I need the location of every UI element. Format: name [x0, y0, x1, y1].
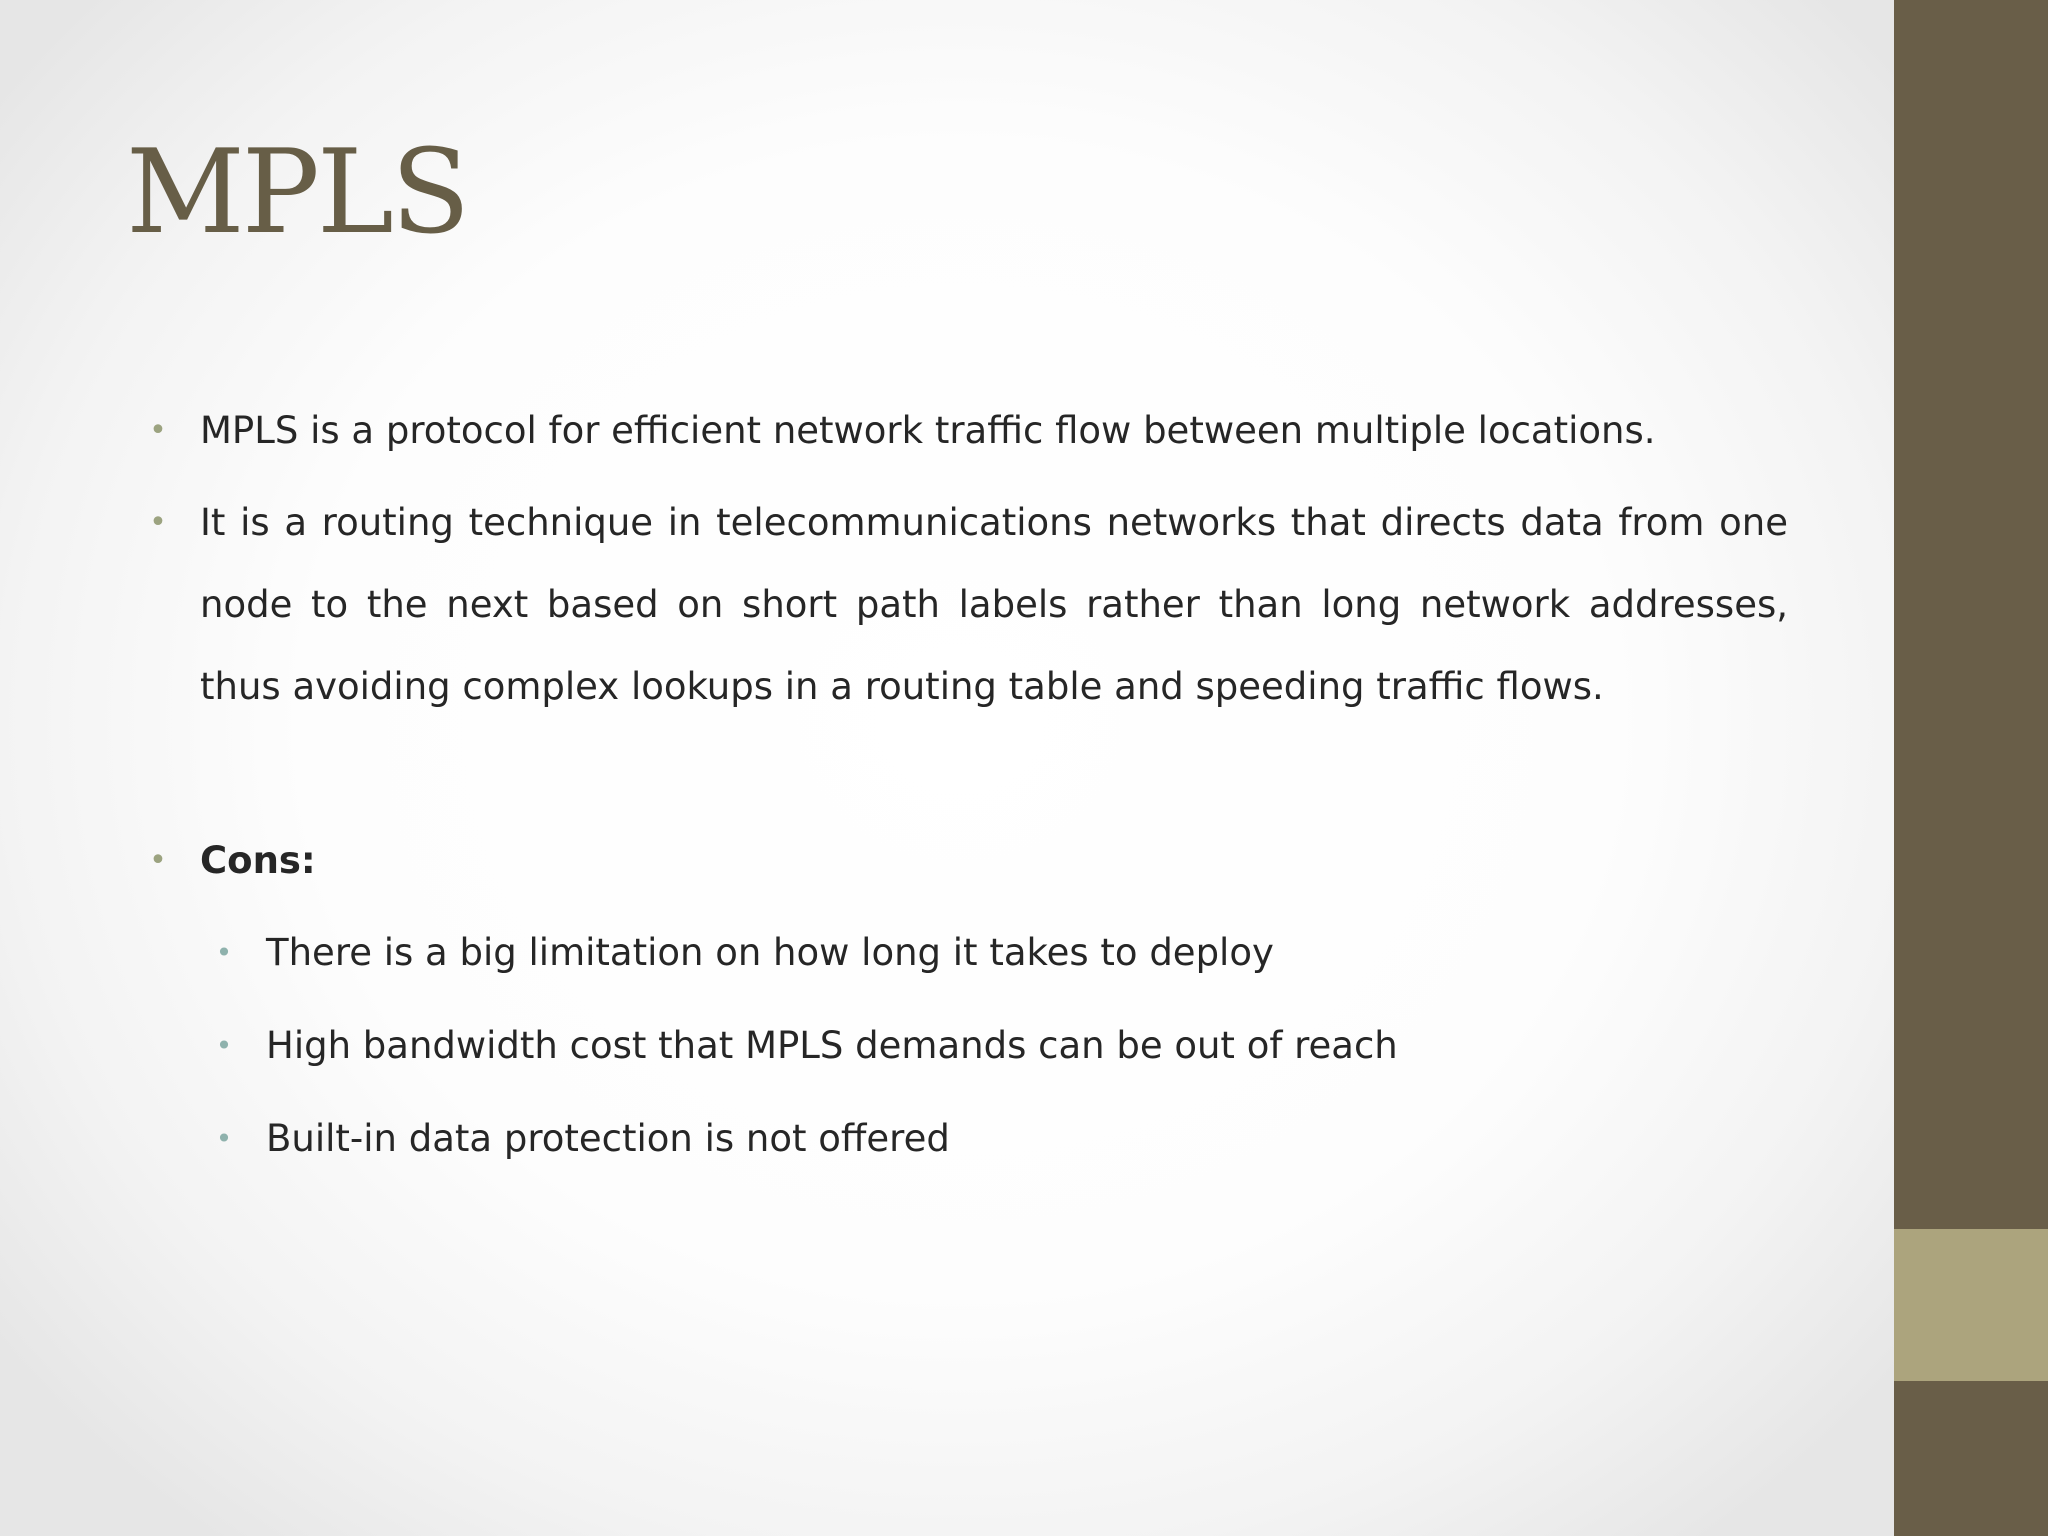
sub-bullet-item	[214, 912, 1788, 994]
cons-list	[148, 912, 1788, 1180]
sub-bullet-dot-icon: •	[215, 936, 233, 969]
sub-bullet-text: High bandwidth cost that MPLS demands can be out of reach	[266, 1024, 1398, 1067]
cons-heading	[148, 820, 1788, 902]
sub-bullet-item	[214, 1098, 1788, 1180]
decorative-sidebar	[1894, 0, 2048, 1536]
bullet-dot-icon: •	[149, 505, 167, 540]
sub-bullet-text: There is a big limitation on how long it takes to deploy	[266, 931, 1274, 974]
bullet-list	[148, 390, 1788, 1191]
sidebar-accent-block	[1894, 1229, 2048, 1381]
bullet-item	[148, 390, 1788, 472]
sub-bullet-dot-icon: •	[215, 1122, 233, 1155]
sub-bullet-dot-icon: •	[215, 1029, 233, 1062]
bullet-item	[148, 482, 1788, 728]
sub-bullet-item	[214, 1005, 1788, 1087]
sub-bullet-text: Built-in data protection is not offered	[266, 1117, 950, 1160]
bullet-text: It is a routing technique in telecommunications networks that directs data from one node to the next based on short path labels rather than long network addresses, thus avoiding complex lookups in a routing table and speeding traffic flows.	[200, 501, 1788, 708]
slide-title: MPLS	[126, 125, 468, 260]
bullet-dot-icon: •	[149, 413, 167, 448]
bullet-text: MPLS is a protocol for efficient network traffic flow between multiple locations.	[200, 409, 1656, 452]
bullet-dot-icon: •	[149, 843, 167, 878]
bullet-text: Cons:	[200, 839, 316, 882]
